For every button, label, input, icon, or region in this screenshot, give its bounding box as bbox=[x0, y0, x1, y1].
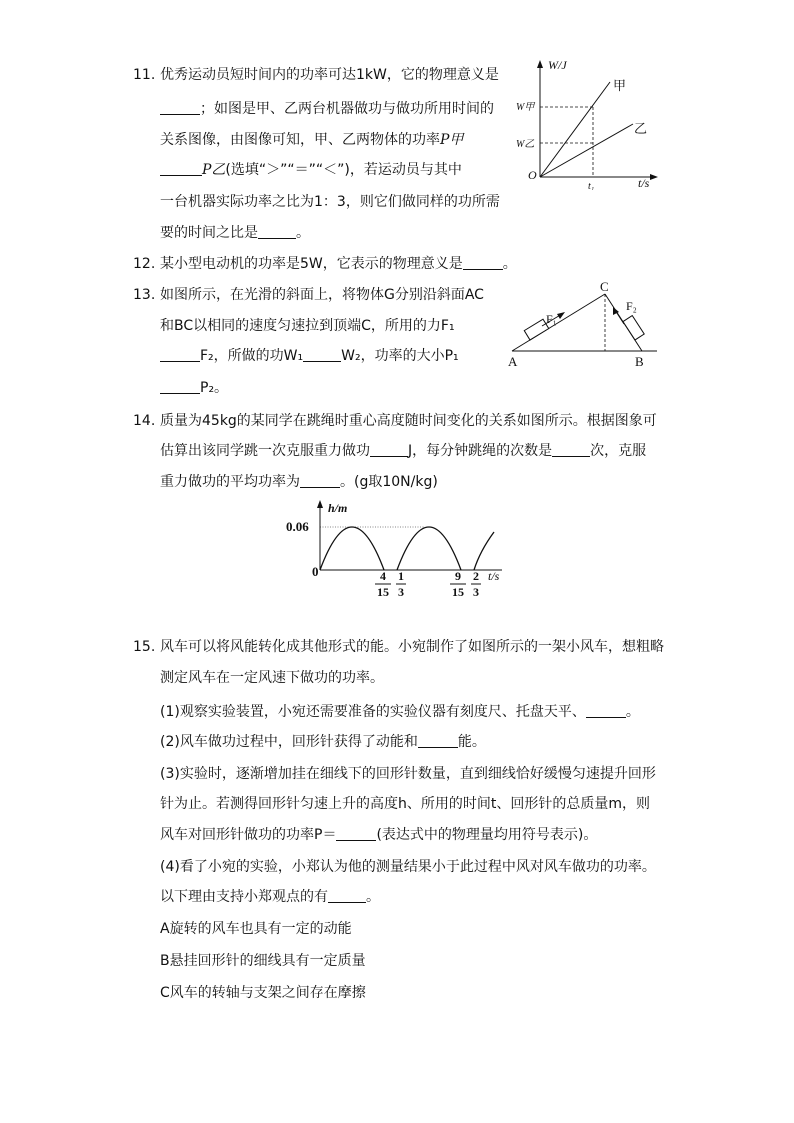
t1-label: t₁ bbox=[588, 181, 595, 190]
line-yi bbox=[540, 124, 633, 177]
question-number: 12. bbox=[133, 256, 156, 272]
answer-blank[interactable] bbox=[160, 100, 200, 115]
jump-curve-2 bbox=[397, 527, 461, 570]
q14-line-1: 质量为45kg的某同学在跳绳时重心高度随时间变化的关系如图所示。根据图象可 bbox=[160, 413, 657, 429]
answer-blank[interactable] bbox=[463, 255, 503, 270]
tick-denominator: 3 bbox=[398, 585, 404, 599]
height-time-graph bbox=[282, 496, 512, 600]
answer-blank[interactable] bbox=[586, 703, 626, 718]
y-axis-arrow bbox=[537, 60, 543, 68]
x-axis-label: t/s bbox=[488, 569, 500, 583]
point-c-label: C bbox=[600, 279, 609, 294]
w-jia-label: W甲 bbox=[516, 102, 535, 113]
block-on-bc bbox=[623, 316, 644, 340]
w-yi-label: W乙 bbox=[516, 139, 535, 150]
q11-line-5: 一台机器实际功率之比为1：3，则它们做同样的功所需 bbox=[160, 194, 500, 210]
question-number: 13. bbox=[133, 287, 156, 303]
option-a: A旋转的风车也具有一定的动能 bbox=[160, 921, 352, 937]
jump-curve-1 bbox=[320, 527, 384, 570]
q15-part-1: (1)观察实验装置，小宛还需要准备的实验仪器有刻度尺、托盘天平、 。 bbox=[160, 704, 640, 720]
q15-part-3-line-1: (3)实验时，逐渐增加挂在细线下的回形针数量，直到细线恰好缓慢匀速提升回形 bbox=[160, 766, 656, 782]
line-jia-label: 甲 bbox=[613, 78, 627, 93]
q15-part-4-line-2: 以下理由支持小郑观点的有 。 bbox=[160, 889, 380, 905]
q15-part-2: (2)风车做功过程中，回形针获得了动能和 能。 bbox=[160, 734, 486, 750]
answer-blank[interactable] bbox=[300, 473, 340, 488]
tick-numerator: 2 bbox=[473, 569, 479, 583]
question-number: 11. bbox=[133, 67, 156, 83]
line-yi-label: 乙 bbox=[634, 121, 648, 136]
q11-line-3: 关系图像，由图像可知，甲、乙两物体的功率P甲 bbox=[160, 132, 464, 148]
q11-line-4: P乙(选填“＞”“＝”“＜”)，若运动员与其中 bbox=[160, 161, 462, 179]
answer-blank[interactable] bbox=[418, 733, 458, 748]
origin-label: O bbox=[528, 168, 537, 182]
y-axis-label: h/m bbox=[328, 501, 348, 515]
q13-line-3: F₂，所做的功W₁ W₂，功率的大小P₁ bbox=[160, 347, 459, 365]
q15-part-3-line-3: 风车对回形针做功的功率P＝ (表达式中的物理量均用符号表示)。 bbox=[160, 827, 598, 843]
answer-blank[interactable] bbox=[160, 379, 200, 394]
q14-line-3: 重力做功的平均功率为 。(g取10N/kg) bbox=[160, 474, 438, 490]
point-b-label: B bbox=[635, 354, 644, 369]
q15-part-3-line-2: 针为止。若测得回形针匀速上升的高度h、所用的时间t、回形针的总质量m，则 bbox=[160, 796, 650, 812]
work-time-graph bbox=[510, 55, 660, 190]
tick-denominator: 15 bbox=[452, 585, 464, 599]
q12-line-1: 某小型电动机的功率是5W，它表示的物理意义是 。 bbox=[160, 256, 517, 272]
option-b: B悬挂回形针的细线具有一定质量 bbox=[160, 953, 366, 969]
answer-blank[interactable] bbox=[552, 442, 590, 457]
y-axis-label: W/J bbox=[548, 58, 567, 72]
tick-denominator: 15 bbox=[377, 585, 389, 599]
f1-label: F₁ bbox=[546, 312, 557, 326]
answer-blank[interactable] bbox=[336, 826, 376, 841]
q11-line-6: 要的时间之比是 。 bbox=[160, 225, 310, 241]
point-a-label: A bbox=[508, 354, 518, 369]
x-axis-arrow bbox=[650, 174, 658, 180]
answer-blank[interactable] bbox=[328, 888, 366, 903]
y-tick-label: 0.06 bbox=[286, 519, 309, 534]
option-c: C风车的转轴与支架之间存在摩擦 bbox=[160, 985, 366, 1001]
q13-line-1: 如图所示，在光滑的斜面上，将物体G分别沿斜面AC bbox=[160, 287, 484, 303]
tick-denominator: 3 bbox=[473, 585, 479, 599]
answer-blank[interactable] bbox=[370, 442, 408, 457]
question-number: 15. bbox=[133, 639, 156, 655]
q13-line-4: P₂。 bbox=[160, 379, 228, 397]
answer-blank[interactable] bbox=[258, 224, 296, 239]
q15-line-1: 风车可以将风能转化成其他形式的能。小宛制作了如图所示的一架小风车，想粗略 bbox=[160, 639, 664, 655]
q14-line-2: 估算出该同学跳一次克服重力做功 J，每分钟跳绳的次数是 次，克服 bbox=[160, 443, 647, 459]
f2-label: F₂ bbox=[626, 299, 637, 313]
q11-line-1: 优秀运动员短时间内的功率可达1kW，它的物理意义是 bbox=[160, 67, 499, 83]
answer-blank[interactable] bbox=[303, 347, 341, 362]
q15-line-2: 测定风车在一定风速下做功的功率。 bbox=[160, 670, 384, 686]
x-axis-label: t/s bbox=[638, 176, 650, 190]
answer-blank[interactable] bbox=[160, 161, 202, 176]
jump-curve-3 bbox=[474, 532, 494, 570]
tick-numerator: 1 bbox=[398, 569, 404, 583]
q13-line-2: 和BC以相同的速度匀速拉到顶端C，所用的力F₁ bbox=[160, 318, 455, 334]
incline-figure bbox=[502, 278, 662, 370]
tick-numerator: 4 bbox=[380, 569, 386, 583]
q11-line-2: ；如图是甲、乙两台机器做功与做功所用时间的 bbox=[160, 100, 494, 118]
answer-blank[interactable] bbox=[160, 347, 200, 362]
line-jia bbox=[540, 82, 610, 177]
q15-part-4-line-1: (4)看了小宛的实验，小郑认为他的测量结果小于此过程中风对风车做功的功率。 bbox=[160, 859, 656, 875]
tick-numerator: 9 bbox=[455, 569, 461, 583]
question-number: 14. bbox=[133, 413, 156, 429]
slope-ac bbox=[512, 294, 605, 351]
origin-label: 0 bbox=[312, 564, 319, 579]
